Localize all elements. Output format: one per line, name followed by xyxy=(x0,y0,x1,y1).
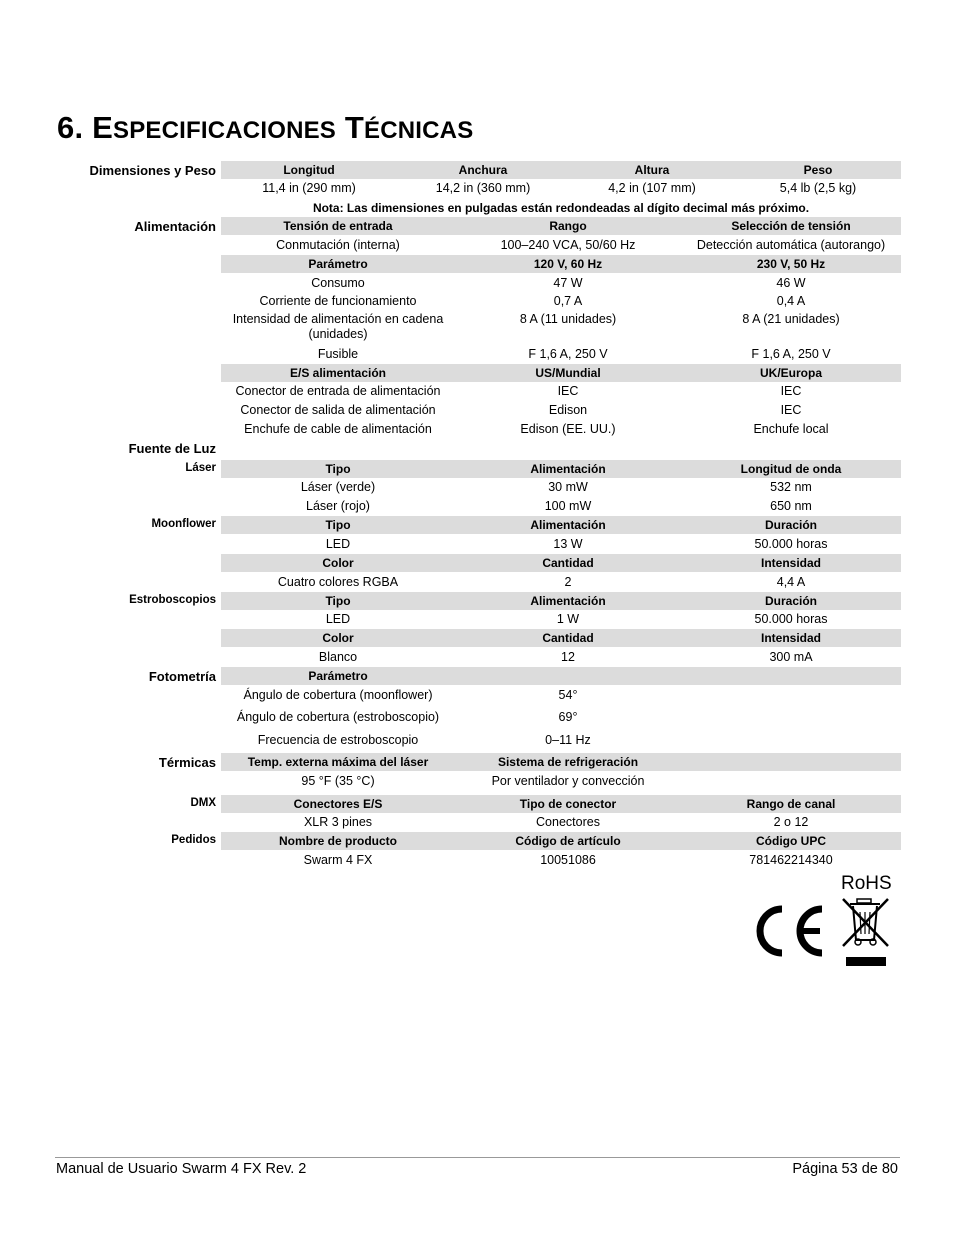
foto-header-row: Parámetro xyxy=(221,667,901,685)
table-row: Ángulo de cobertura (estroboscopio) 69° xyxy=(236,710,578,724)
ce-mark-icon xyxy=(750,904,826,958)
table-row: Láser (verde) 30 mW 532 nm xyxy=(300,480,812,494)
dim-header-row: Longitud Anchura Altura Peso xyxy=(221,161,901,179)
table-row: Cuatro colores RGBA 2 4,4 A xyxy=(277,575,806,589)
power-header-row: Tensión de entrada Rango Selección de tensión xyxy=(221,217,901,235)
moonflower-header-row: Tipo Alimentación Duración xyxy=(221,516,901,534)
table-row: Conmutación (interna) 100–240 VCA, 50/60 Hz Detección automática (autorango) xyxy=(276,238,886,252)
table-row: LED 13 W 50.000 horas xyxy=(325,537,828,551)
label-estroboscopios: Estroboscopios xyxy=(129,594,216,606)
term-header-row: Temp. externa máxima del láser Sistema de refrigeración xyxy=(221,753,901,771)
table-row: Swarm 4 FX 10051086 781462214340 xyxy=(303,853,833,867)
table-row: Intensidad de alimentación en cadena (unidades) 8 A (11 unidades) 8 A (21 unidades) xyxy=(232,312,840,341)
table-row: Blanco 12 300 mA xyxy=(318,650,813,664)
power-io-header-row: E/S alimentación US/Mundial UK/Europa xyxy=(221,364,901,382)
table-row: Frecuencia de estroboscopio 0–11 Hz xyxy=(257,733,591,747)
label-laser: Láser xyxy=(185,462,216,474)
strobe-color-header-row: Color Cantidad Intensidad xyxy=(221,629,901,647)
table-row: Corriente de funcionamiento 0,7 A 0,4 A xyxy=(259,294,806,308)
table-row: 95 °F (35 °C) Por ventilador y convección xyxy=(301,774,645,788)
laser-header-row: Tipo Alimentación Longitud de onda xyxy=(221,460,901,478)
label-dmx: DMX xyxy=(190,797,216,809)
dim-note: Nota: Las dimensiones en pulgadas están redondeadas al dígito decimal más próximo. xyxy=(312,200,810,215)
label-moonflower: Moonflower xyxy=(151,518,216,530)
table-row: 11,4 in (290 mm) 14,2 in (360 mm) 4,2 in (107 mm) 5,4 lb (2,5 kg) xyxy=(262,181,857,195)
weee-bin-icon xyxy=(840,896,892,968)
table-row: Fusible F 1,6 A, 250 V F 1,6 A, 250 V xyxy=(317,347,831,361)
footer-manual-title: Manual de Usuario Swarm 4 FX Rev. 2 xyxy=(56,1161,307,1177)
label-fotometria: Fotometría xyxy=(148,669,216,684)
label-fuente-de-luz: Fuente de Luz xyxy=(128,441,216,456)
table-row: Enchufe de cable de alimentación Edison (EE. UU.) Enchufe local xyxy=(244,422,829,436)
table-row: Conector de salida de alimentación Edison IEC xyxy=(240,403,802,417)
dmx-header-row: Conectores E/S Tipo de conector Rango de canal xyxy=(221,795,901,813)
strobe-header-row: Tipo Alimentación Duración xyxy=(221,592,901,610)
orders-header-row: Nombre de producto Código de artículo Código UPC xyxy=(221,832,901,850)
table-row: Láser (rojo) 100 mW 650 nm xyxy=(306,499,812,513)
table-row: Conector de entrada de alimentación IEC IEC xyxy=(235,384,802,398)
table-row: LED 1 W 50.000 horas xyxy=(325,612,828,626)
moonflower-color-header-row: Color Cantidad Intensidad xyxy=(221,554,901,572)
label-alimentacion: Alimentación xyxy=(134,219,216,234)
rohs-label: RoHS xyxy=(841,873,892,894)
label-dimensiones: Dimensiones y Peso xyxy=(89,163,216,178)
table-row: Ángulo de cobertura (moonflower) 54° xyxy=(243,688,578,702)
label-pedidos: Pedidos xyxy=(171,834,216,846)
section-title: 6. ESPECIFICACIONES TÉCNICAS xyxy=(57,110,474,145)
label-termicas: Térmicas xyxy=(158,755,216,770)
table-row: Consumo 47 W 46 W xyxy=(311,276,806,290)
table-row: XLR 3 pines Conectores 2 o 12 xyxy=(303,815,809,829)
footer-divider xyxy=(55,1157,900,1158)
footer-page-number: Página 53 de 80 xyxy=(792,1161,898,1177)
power-param-header-row: Parámetro 120 V, 60 Hz 230 V, 50 Hz xyxy=(221,255,901,273)
